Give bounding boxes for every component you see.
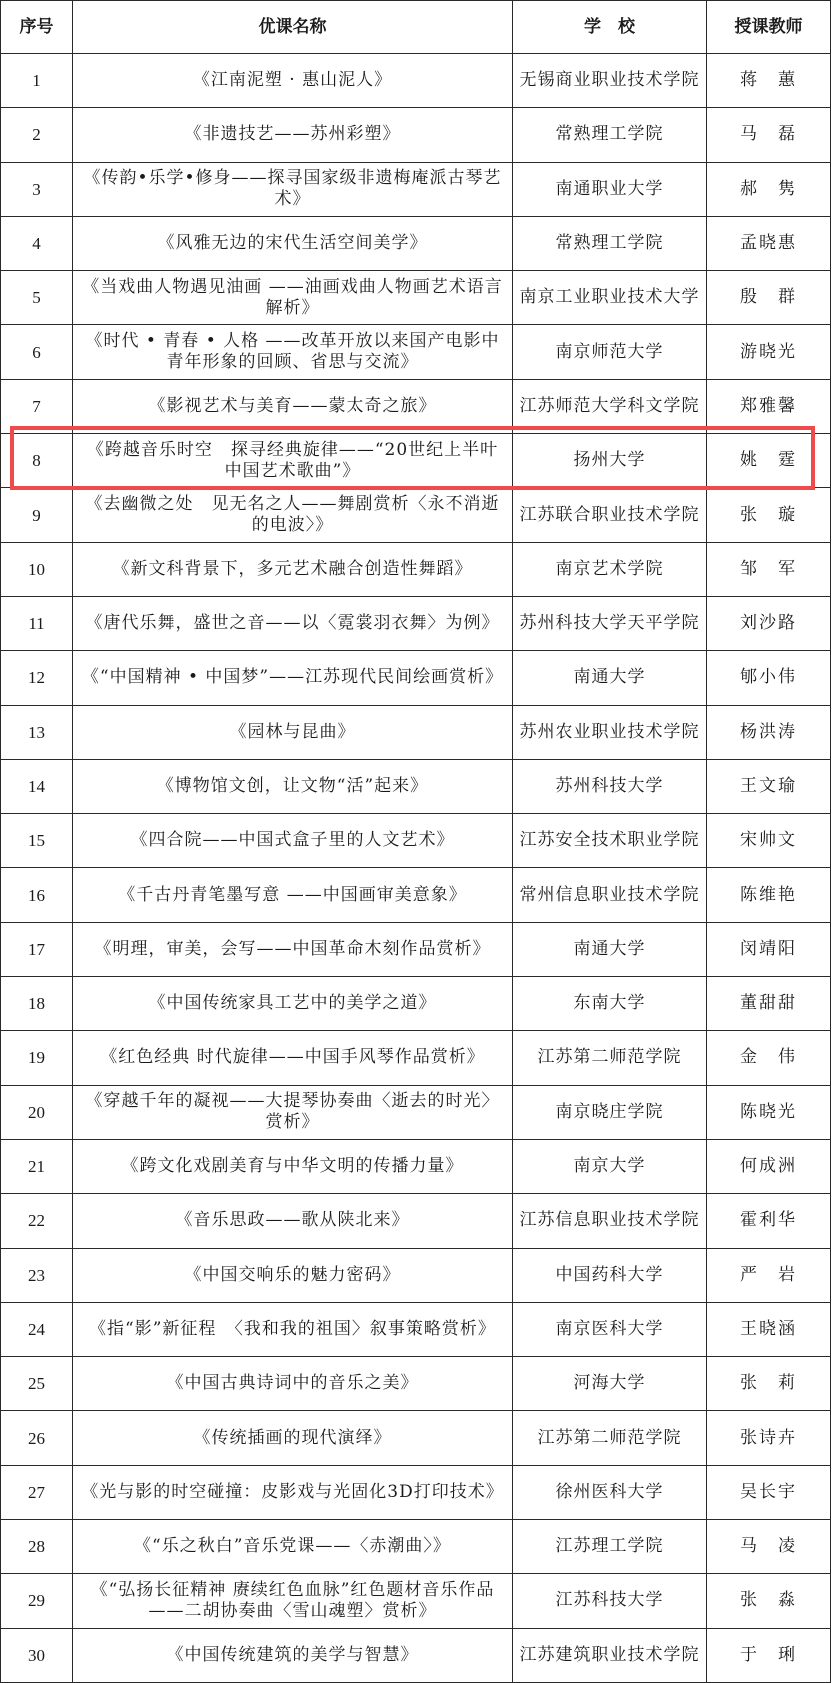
teacher-cell: 董甜甜: [707, 977, 831, 1031]
table-row: [1, 814, 831, 868]
teacher-cell: 陈晓光: [707, 1085, 831, 1139]
teacher-cell: 何成洲: [707, 1139, 831, 1193]
row-number: 6: [1, 325, 73, 379]
teacher-cell: 郇小伟: [707, 651, 831, 705]
school-cell: 南京师范大学: [513, 325, 707, 379]
table-row: [1, 434, 831, 488]
row-number: 14: [1, 759, 73, 813]
table-row: [1, 271, 831, 325]
teacher-cell: 邹 军: [707, 542, 831, 596]
teacher-cell: 殷 群: [707, 271, 831, 325]
table-row: [1, 1248, 831, 1302]
teacher-cell: 闵靖阳: [707, 922, 831, 976]
teacher-cell: 马 磊: [707, 108, 831, 162]
row-number: 7: [1, 379, 73, 433]
school-cell: 江苏建筑职业技术学院: [513, 1628, 707, 1682]
table-row: [1, 1357, 831, 1411]
row-number: 3: [1, 162, 73, 216]
school-cell: 常州信息职业技术学院: [513, 868, 707, 922]
teacher-cell: 马 凌: [707, 1520, 831, 1574]
school-cell: 苏州科技大学天平学院: [513, 596, 707, 650]
header-course-name: 优课名称: [73, 1, 513, 54]
school-cell: 中国药科大学: [513, 1248, 707, 1302]
table-row: [1, 868, 831, 922]
teacher-cell: 孟晓惠: [707, 216, 831, 270]
school-cell: 东南大学: [513, 977, 707, 1031]
school-cell: 江苏第二师范学院: [513, 1411, 707, 1465]
school-cell: 江苏师范大学科文学院: [513, 379, 707, 433]
teacher-cell: 金 伟: [707, 1031, 831, 1085]
row-number: 19: [1, 1031, 73, 1085]
teacher-cell: 王文瑜: [707, 759, 831, 813]
course-name-cell: 《博物馆文创，让文物“活”起来》: [73, 759, 513, 813]
course-name-cell: 《红色经典 时代旋律——中国手风琴作品赏析》: [73, 1031, 513, 1085]
course-name-cell: 《跨文化戏剧美育与中华文明的传播力量》: [73, 1139, 513, 1193]
teacher-cell: 蒋 蕙: [707, 54, 831, 108]
table-row: [1, 1574, 831, 1628]
row-number: 5: [1, 271, 73, 325]
table-row: [1, 379, 831, 433]
table-row: [1, 1628, 831, 1682]
school-cell: 江苏科技大学: [513, 1574, 707, 1628]
teacher-cell: 霍利华: [707, 1194, 831, 1248]
course-name-cell: 《传统插画的现代演绎》: [73, 1411, 513, 1465]
course-name-cell: 《中国传统建筑的美学与智慧》: [73, 1628, 513, 1682]
row-number: 13: [1, 705, 73, 759]
teacher-cell: 刘沙路: [707, 596, 831, 650]
course-name-cell: 《去幽微之处 见无名之人——舞剧赏析〈永不消逝的电波〉》: [73, 488, 513, 542]
school-cell: 苏州科技大学: [513, 759, 707, 813]
course-name-cell: 《风雅无边的宋代生活空间美学》: [73, 216, 513, 270]
school-cell: 苏州农业职业技术学院: [513, 705, 707, 759]
row-number: 29: [1, 1574, 73, 1628]
teacher-cell: 姚 霆: [707, 434, 831, 488]
school-cell: 南京艺术学院: [513, 542, 707, 596]
row-number: 17: [1, 922, 73, 976]
course-name-cell: 《四合院——中国式盒子里的人文艺术》: [73, 814, 513, 868]
course-name-cell: 《中国交响乐的魅力密码》: [73, 1248, 513, 1302]
table-row: [1, 216, 831, 270]
school-cell: 常熟理工学院: [513, 216, 707, 270]
table-row: [1, 651, 831, 705]
course-name-cell: 《“弘扬长征精神 赓续红色血脉”红色题材音乐作品——二胡协奏曲〈雪山魂塑〉赏析》: [73, 1574, 513, 1628]
row-number: 18: [1, 977, 73, 1031]
table-row: [1, 325, 831, 379]
row-number: 21: [1, 1139, 73, 1193]
course-name-cell: 《跨越音乐时空 探寻经典旋律——“20世纪上半叶中国艺术歌曲”》: [73, 434, 513, 488]
row-number: 11: [1, 596, 73, 650]
row-number: 15: [1, 814, 73, 868]
row-number: 10: [1, 542, 73, 596]
teacher-cell: 严 岩: [707, 1248, 831, 1302]
school-cell: 江苏联合职业技术学院: [513, 488, 707, 542]
school-cell: 南京工业职业技术大学: [513, 271, 707, 325]
table-row: [1, 977, 831, 1031]
teacher-cell: 张 璇: [707, 488, 831, 542]
school-cell: 常熟理工学院: [513, 108, 707, 162]
course-name-cell: 《传韵•乐学•修身——探寻国家级非遗梅庵派古琴艺术》: [73, 162, 513, 216]
table-row: [1, 1139, 831, 1193]
school-cell: 南京晓庄学院: [513, 1085, 707, 1139]
table-row: [1, 542, 831, 596]
school-cell: 南京大学: [513, 1139, 707, 1193]
header-teacher: 授课教师: [707, 1, 831, 54]
course-name-cell: 《唐代乐舞，盛世之音——以〈霓裳羽衣舞〉为例》: [73, 596, 513, 650]
row-number: 12: [1, 651, 73, 705]
course-name-cell: 《“中国精神 • 中国梦”——江苏现代民间绘画赏析》: [73, 651, 513, 705]
course-name-cell: 《音乐思政——歌从陕北来》: [73, 1194, 513, 1248]
teacher-cell: 吴长宇: [707, 1465, 831, 1519]
table-row: [1, 1085, 831, 1139]
course-name-cell: 《穿越千年的凝视——大提琴协奏曲〈逝去的时光〉赏析》: [73, 1085, 513, 1139]
school-cell: 河海大学: [513, 1357, 707, 1411]
teacher-cell: 张 淼: [707, 1574, 831, 1628]
school-cell: 南通职业大学: [513, 162, 707, 216]
teacher-cell: 于 琍: [707, 1628, 831, 1682]
table-row: [1, 1194, 831, 1248]
school-cell: 江苏安全技术职业学院: [513, 814, 707, 868]
course-name-cell: 《光与影的时空碰撞：皮影戏与光固化3D打印技术》: [73, 1465, 513, 1519]
row-number: 26: [1, 1411, 73, 1465]
school-cell: 南京医科大学: [513, 1302, 707, 1356]
table-row: [1, 1411, 831, 1465]
teacher-cell: 张 莉: [707, 1357, 831, 1411]
row-number: 25: [1, 1357, 73, 1411]
header-school: 学 校: [513, 1, 707, 54]
teacher-cell: 张诗卉: [707, 1411, 831, 1465]
teacher-cell: 宋帅文: [707, 814, 831, 868]
course-name-cell: 《千古丹青笔墨写意 ——中国画审美意象》: [73, 868, 513, 922]
table-row: [1, 1465, 831, 1519]
header-row: [1, 1, 831, 54]
teacher-cell: 郑雅馨: [707, 379, 831, 433]
school-cell: 南通大学: [513, 922, 707, 976]
table-row: [1, 488, 831, 542]
course-name-cell: 《江南泥塑 · 惠山泥人》: [73, 54, 513, 108]
school-cell: 江苏第二师范学院: [513, 1031, 707, 1085]
school-cell: 江苏信息职业技术学院: [513, 1194, 707, 1248]
course-name-cell: 《园林与昆曲》: [73, 705, 513, 759]
table-row: [1, 759, 831, 813]
course-name-cell: 《当戏曲人物遇见油画 ——油画戏曲人物画艺术语言解析》: [73, 271, 513, 325]
row-number: 20: [1, 1085, 73, 1139]
row-number: 1: [1, 54, 73, 108]
school-cell: 无锡商业职业技术学院: [513, 54, 707, 108]
course-name-cell: 《明理，审美，会写——中国革命木刻作品赏析》: [73, 922, 513, 976]
course-name-cell: 《“乐之秋白”音乐党课——〈赤潮曲〉》: [73, 1520, 513, 1574]
table-row: [1, 705, 831, 759]
course-name-cell: 《时代 • 青春 • 人格 ——改革开放以来国产电影中青年形象的回顾、省思与交流》: [73, 325, 513, 379]
school-cell: 南通大学: [513, 651, 707, 705]
course-name-cell: 《非遗技艺——苏州彩塑》: [73, 108, 513, 162]
teacher-cell: 郝 隽: [707, 162, 831, 216]
table-row: [1, 108, 831, 162]
row-number: 24: [1, 1302, 73, 1356]
table-row: [1, 596, 831, 650]
course-name-cell: 《新文科背景下，多元艺术融合创造性舞蹈》: [73, 542, 513, 596]
teacher-cell: 王晓涵: [707, 1302, 831, 1356]
table-row: [1, 922, 831, 976]
teacher-cell: 陈维艳: [707, 868, 831, 922]
table-row: [1, 162, 831, 216]
table-row: [1, 54, 831, 108]
row-number: 23: [1, 1248, 73, 1302]
row-number: 28: [1, 1520, 73, 1574]
table-row: [1, 1520, 831, 1574]
school-cell: 扬州大学: [513, 434, 707, 488]
course-name-cell: 《指“影”新征程 〈我和我的祖国〉叙事策略赏析》: [73, 1302, 513, 1356]
school-cell: 江苏理工学院: [513, 1520, 707, 1574]
course-name-cell: 《影视艺术与美育——蒙太奇之旅》: [73, 379, 513, 433]
row-number: 8: [1, 434, 73, 488]
school-cell: 徐州医科大学: [513, 1465, 707, 1519]
row-number: 4: [1, 216, 73, 270]
row-number: 27: [1, 1465, 73, 1519]
table-row: [1, 1302, 831, 1356]
row-number: 16: [1, 868, 73, 922]
row-number: 2: [1, 108, 73, 162]
header-number: 序号: [1, 1, 73, 54]
course-name-cell: 《中国传统家具工艺中的美学之道》: [73, 977, 513, 1031]
row-number: 22: [1, 1194, 73, 1248]
row-number: 9: [1, 488, 73, 542]
table-row: [1, 1031, 831, 1085]
course-name-cell: 《中国古典诗词中的音乐之美》: [73, 1357, 513, 1411]
row-number: 30: [1, 1628, 73, 1682]
teacher-cell: 游晓光: [707, 325, 831, 379]
teacher-cell: 杨洪涛: [707, 705, 831, 759]
